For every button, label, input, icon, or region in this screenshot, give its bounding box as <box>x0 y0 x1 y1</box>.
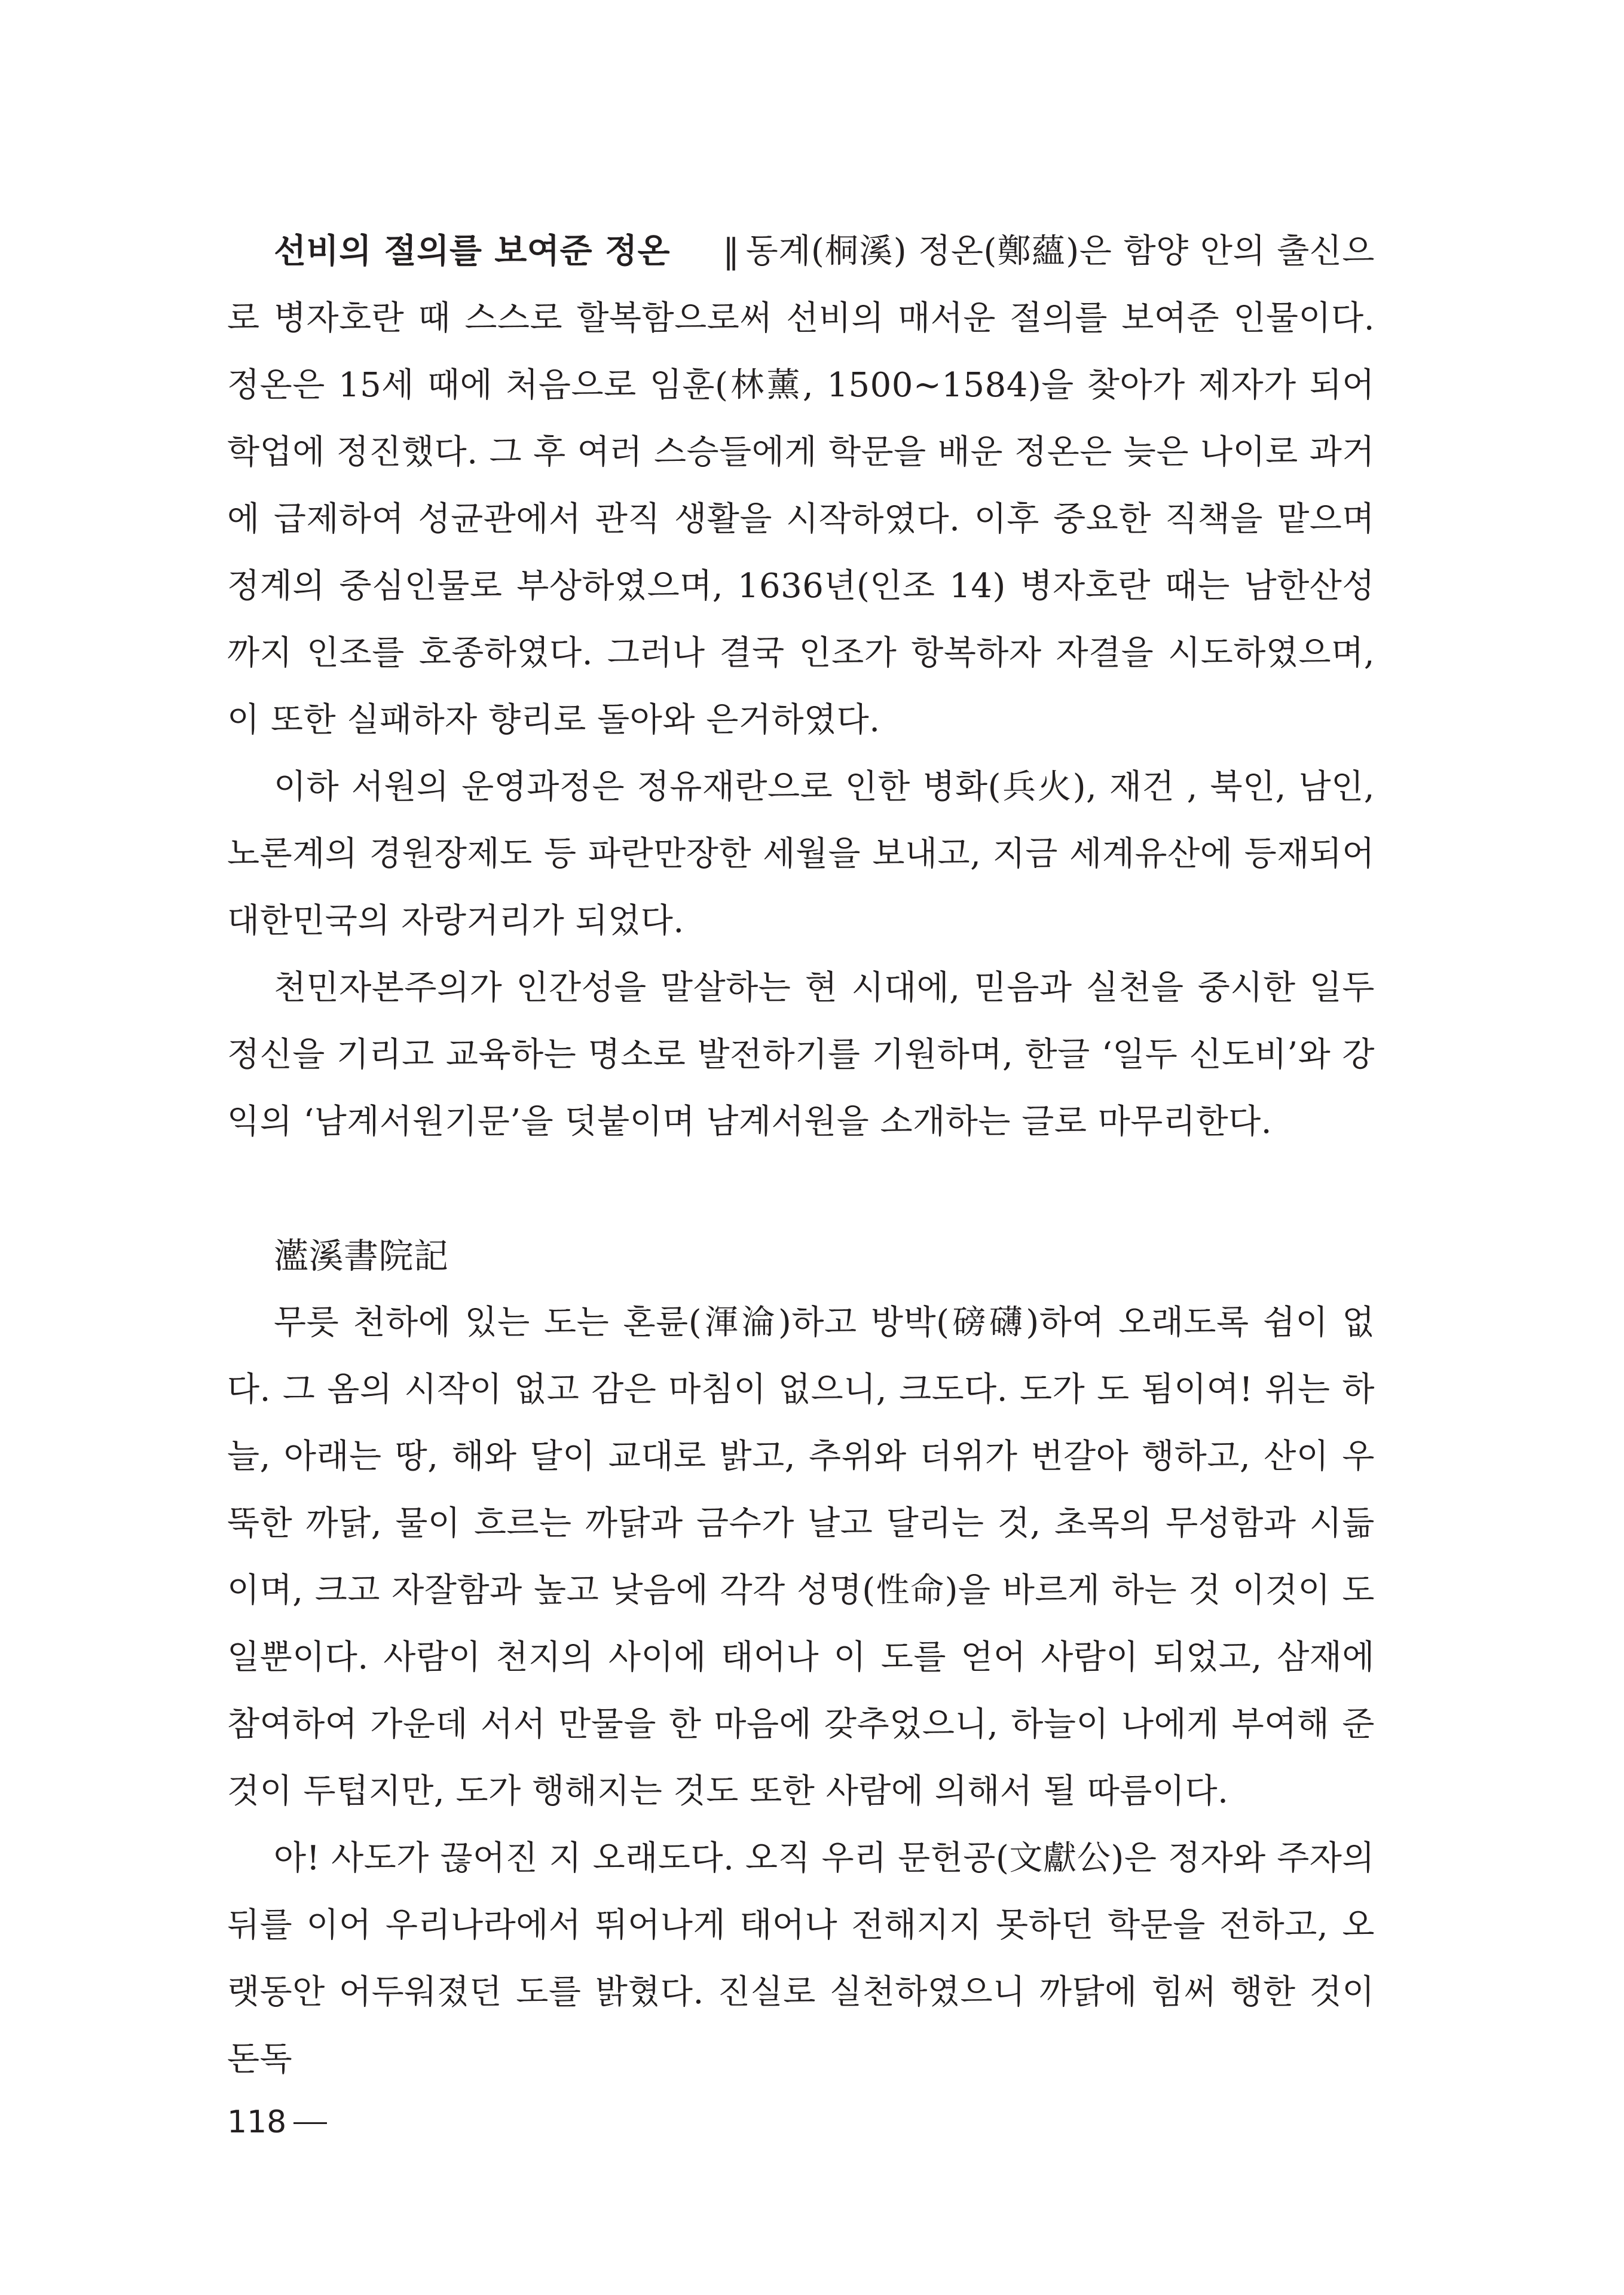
page-number: 118 <box>227 2104 287 2140</box>
paragraph-text: 동계(桐溪) 정온(鄭蘊)은 함양 안의 출신으로 병자호란 때 스스로 할복함으로써 선비의 매서운 절의를 보여준 인물이다. 정온은 15세 때에 처음으로 임훈(林薰, 1500~1584)을 찾아가 제자가 되어 학업에 정진했다. 그 후 여러 스승들에게 학문을 배운 정온은 늦은 나이로 과거에 급제하여 성균관에서 관직 생활을 시작하였다. 이후 중요한 직책을 맡으며 정계의 중심인물로 부상하였으며, 1636년(인조 14) 병자호란 때는 남한산성까지 인조를 호종하였다. 그러나 결국 인조가 항복하자 자결을 시도하였으며, 이 또한 실패하자 향리로 돌아와 은거하였다. <box>227 232 1375 739</box>
paragraph-jeong-on <box>227 218 1375 754</box>
subheading-jeong-on: 선비의 절의를 보여준 정온 <box>274 232 671 271</box>
subheading-separator: ‖ <box>723 232 740 271</box>
paragraph-seowon-history: 이하 서원의 운영과정은 정유재란으로 인한 병화(兵火), 재건 , 북인, 남인, 노론계의 경원장제도 등 파란만장한 세월을 보내고, 지금 세계유산에 등재되어 대한민국의 자랑거리가 되었다. <box>227 768 1375 940</box>
body-text <box>227 218 1375 2093</box>
paragraph-munheongong: 아! 사도가 끊어진 지 오래도다. 오직 우리 문헌공(文獻公)은 정자와 주자의 뒤를 이어 우리나라에서 뛰어나게 태어나 전해지지 못하던 학문을 전하고, 오랫동안 어두워졌던 도를 밝혔다. 진실로 실천하였으니 까닭에 힘써 행한 것이 돈독 <box>227 1839 1375 2079</box>
page-footer <box>227 2104 327 2140</box>
paragraph-dao: 무릇 천하에 있는 도는 혼륜(渾淪)하고 방박(磅礴)하여 오래도록 쉼이 없다. 그 옴의 시작이 없고 감은 마침이 없으니, 크도다. 도가 도 됨이여! 위는 하늘, 아래는 땅, 해와 달이 교대로 밝고, 추위와 더위가 번갈아 행하고, 산이 우뚝한 까닭, 물이 흐르는 까닭과 금수가 날고 달리는 것, 초목의 무성함과 시듦이며, 크고 자잘함과 높고 낮음에 각각 성명(性命)을 바르게 하는 것 이것이 도일뿐이다. 사람이 천지의 사이에 태어나 이 도를 얻어 사람이 되었고, 삼재에 참여하여 가운데 서서 만물을 한 마음에 갖추었으니, 하늘이 나에게 부여해 준 것이 두텁지만, 도가 행해지는 것도 또한 사람에 의해서 될 따름이다. <box>227 1303 1375 1811</box>
footer-rule <box>293 2122 327 2124</box>
section-title-namgye-seowon-gi: 灆溪書院記 <box>274 1236 449 1276</box>
section-spacer <box>227 1156 1375 1223</box>
paragraph-closing: 천민자본주의가 인간성을 말살하는 현 시대에, 믿음과 실천을 중시한 일두 정신을 기리고 교육하는 명소로 발전하기를 기원하며, 한글 ‘일두 신도비’와 강익의 ‘남계서원기문’을 덧붙이며 남계서원을 소개하는 글로 마무리한다. <box>227 968 1375 1141</box>
